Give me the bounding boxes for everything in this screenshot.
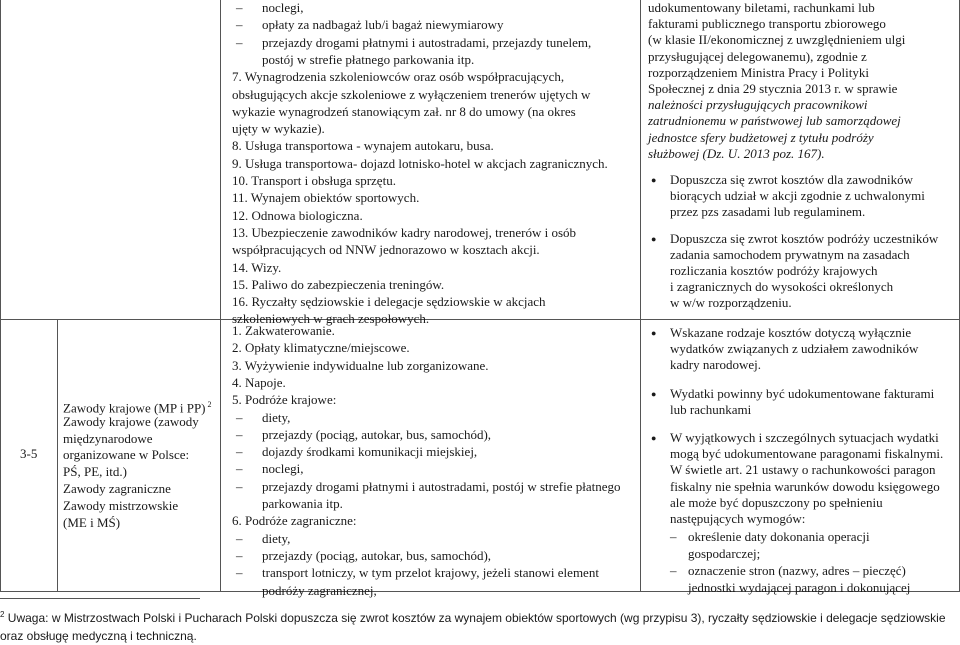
- dash-item: – dojazdy środkami komunikacji miejskiej,: [262, 444, 477, 460]
- numbered-item: 4. Napoje.: [232, 374, 286, 390]
- numbered-item: 8. Usługa transportowa - wynajem autokaru, busa.: [232, 138, 494, 154]
- dash-item: – transport lotniczy, w tym przelot krajowy, jeżeli stanowi element: [262, 565, 599, 581]
- numbered-item: 9. Usługa transportowa- dojazd lotnisko-hotel w akcjach zagranicznych.: [232, 155, 608, 171]
- note-line: przysługującej delegowanemu), zgodnie z: [648, 48, 867, 64]
- numbered-item: 13. Ubezpieczenie zawodników kadry narodowej, trenerów i osób: [232, 224, 577, 240]
- footnote: [0, 606, 960, 645]
- bullet-item: ● Dopuszcza się zwrot kosztów podróży uczestników: [670, 231, 938, 247]
- competition-type-line: międzynarodowe: [63, 430, 153, 446]
- requirement-item-continuation: gospodarczej;: [688, 546, 761, 561]
- numbered-item: 3. Wyżywienie indywidualne lub zorganizowane.: [232, 357, 489, 373]
- footnote-line-1: [0, 606, 960, 627]
- numbered-item-continuation: ujęty w wykazie).: [232, 121, 325, 137]
- note-line: służbowej (Dz. U. 2013 poz. 167).: [648, 145, 825, 161]
- requirement-item: – określenie daty dokonania operacji: [688, 529, 870, 545]
- footnote-marker: 2: [0, 610, 5, 619]
- footnote-separator: [0, 598, 200, 599]
- bullet-item-continuation: rozliczania kosztów podróży krajowych: [670, 263, 878, 278]
- numbered-item: 1. Zakwaterowanie.: [232, 323, 335, 338]
- requirement-item-continuation: jednostki wydającej paragon i dokonującej: [688, 579, 911, 595]
- competition-type-line: PŚ, PE, itd.): [63, 464, 127, 480]
- footnote-reference: 2: [205, 400, 212, 409]
- note-line: rozporządzeniem Ministra Pracy i Polityki: [648, 64, 869, 80]
- numbered-item: 5. Podróże krajowe:: [232, 392, 337, 408]
- dash-item: – opłaty za nadbagaż lub/i bagaż niewymiarowy: [262, 17, 504, 33]
- bullet-item: ● Wydatki powinny być udokumentowane fakturami: [670, 386, 934, 402]
- note-line: Społecznej z dnia 29 stycznia 2013 r. w sprawie: [648, 81, 898, 96]
- note-line: zatrudnionemu w państwowej lub samorządowej: [648, 113, 901, 129]
- note-line: należności przysługujących pracownikowi: [648, 97, 868, 113]
- bullet-item-continuation: i zagranicznych do wysokości określonych: [670, 279, 894, 295]
- bullet-item-continuation: następujących wymogów:: [670, 511, 806, 526]
- note-line: jednostce sfery budżetowej z tytułu podróży: [648, 129, 874, 145]
- row1-costs-cell: [226, 0, 636, 327]
- bullet-item-continuation: wydatków związanych z udziałem zawodników: [670, 341, 919, 357]
- dash-item-continuation: parkowania itp.: [262, 496, 343, 511]
- row2-costs-cell: [226, 319, 636, 598]
- bullet-item: ● Dopuszcza się zwrot kosztów dla zawodników: [670, 172, 913, 188]
- numbered-item-continuation: współpracujących od NNW jednorazowo w kosztach akcji.: [232, 242, 540, 258]
- dash-item: – diety,: [262, 531, 290, 547]
- bullet-item-continuation: mogą być udokumentowane paragonami fiskalnymi.: [670, 446, 944, 462]
- requirement-item: – oznaczenie stron (nazwy, adres – pieczęć): [688, 563, 906, 579]
- dash-item: – noclegi,: [262, 0, 304, 16]
- bullet-item: ● Wskazane rodzaje kosztów dotyczą wyłącznie: [670, 325, 911, 341]
- footnote-text-1: Uwaga: w Mistrzostwach Polski i Pucharach Polski dopuszcza się zwrot kosztów za wynajem obiektów sportowych (wg przypisu 3), ryczałty sędziowskie i delegacje sędziowskie: [7, 611, 946, 625]
- dash-item: – przejazdy drogami płatnymi i autostradami, przejazdy tunelem,: [262, 35, 591, 51]
- dash-item: – diety,: [262, 410, 290, 426]
- dash-item: – przejazdy drogami płatnymi i autostradami, postój w strefie płatnego: [262, 479, 620, 495]
- note-line: udokumentowany biletami, rachunkami lub: [648, 0, 875, 15]
- row2-lp-cell: [0, 319, 57, 591]
- numbered-item: 2. Opłaty klimatyczne/miejscowe.: [232, 340, 410, 356]
- numbered-item: 6. Podróże zagraniczne:: [232, 513, 357, 529]
- numbered-item: 10. Transport i obsługa sprzętu.: [232, 173, 396, 188]
- col-divider-1: [57, 319, 58, 592]
- numbered-item: 12. Odnowa biologiczna.: [232, 207, 363, 223]
- bullet-item-continuation: W świetle art. 21 ustawy o rachunkowości paragon: [670, 462, 936, 478]
- bullet-item-continuation: w w/w rozporządzeniu.: [670, 295, 792, 311]
- bullet-item-continuation: biorących udział w akcji zgodnie z uchwalonymi: [670, 188, 925, 204]
- numbered-item-continuation: szkoleniowych w grach zespołowych.: [232, 311, 430, 327]
- row-number: 3-5: [20, 446, 38, 461]
- competition-type-line: organizowane w Polsce:: [63, 447, 190, 463]
- dash-item: – przejazdy (pociąg, autokar, bus, samochód),: [262, 548, 491, 564]
- competition-type-line: Zawody zagraniczne: [63, 481, 171, 496]
- note-line: fakturami publicznego transportu zbiorowego: [648, 16, 886, 32]
- bullet-item-continuation: zadania samochodem prywatnym na zasadach: [670, 246, 910, 262]
- numbered-item: 7. Wynagrodzenia szkoleniowców oraz osób współpracujących,: [232, 69, 565, 85]
- bullet-item-continuation: fiskalny nie spełnia warunków dowodu księgowego: [670, 478, 940, 494]
- competition-type-line: Zawody mistrzowskie: [63, 497, 179, 513]
- footnote-line-2: oraz obsługę medyczną i techniczną.: [0, 629, 197, 643]
- bullet-item-continuation: lub rachunkami: [670, 401, 752, 417]
- col-divider-2: [220, 0, 221, 592]
- numbered-item: 14. Wizy.: [232, 259, 282, 275]
- bullet-item-continuation: przez pzs zasadami lub regulaminem.: [670, 204, 866, 220]
- bullet-item-continuation: kadry narodowej.: [670, 357, 761, 373]
- dash-item-continuation: podróży zagranicznej,: [262, 582, 377, 598]
- competition-type-line: (ME i MŚ): [63, 514, 121, 530]
- dash-item-continuation: postój w strefie płatnego parkowania itp.: [262, 51, 475, 67]
- dash-item: – noclegi,: [262, 461, 304, 477]
- note-line: (w klasie II/ekonomicznej z uwzględnieniem ulgi: [648, 32, 906, 48]
- row2-competition-cell: [63, 319, 218, 591]
- row1-notes-cell: [648, 0, 954, 319]
- col-divider-3: [640, 0, 641, 592]
- bullet-item-continuation: ale może być dopuszczony po spełnieniu: [670, 494, 883, 510]
- numbered-item-continuation: obsługujących akcje szkoleniowe z wyłączeniem trenerów ujętych w: [232, 86, 591, 102]
- competition-type-line: Zawody krajowe (MP i PP) $^2$: [63, 400, 212, 416]
- row2-notes-cell: [648, 319, 954, 595]
- dash-item: – przejazdy (pociąg, autokar, bus, samochód),: [262, 427, 491, 443]
- numbered-item: 11. Wynajem obiektów sportowych.: [232, 190, 420, 206]
- numbered-item: 16. Ryczałty sędziowskie i delegacje sędziowskie w akcjach: [232, 294, 546, 310]
- bullet-item: ● W wyjątkowych i szczególnych sytuacjach wydatki: [670, 430, 939, 446]
- numbered-item: 15. Paliwo do zabezpieczenia treningów.: [232, 276, 445, 292]
- competition-type-line: Zawody krajowe (zawody: [63, 413, 199, 429]
- numbered-item-continuation: wykazie wynagrodzeń stanowiącym zał. nr 8 do umowy (na okres: [232, 103, 576, 119]
